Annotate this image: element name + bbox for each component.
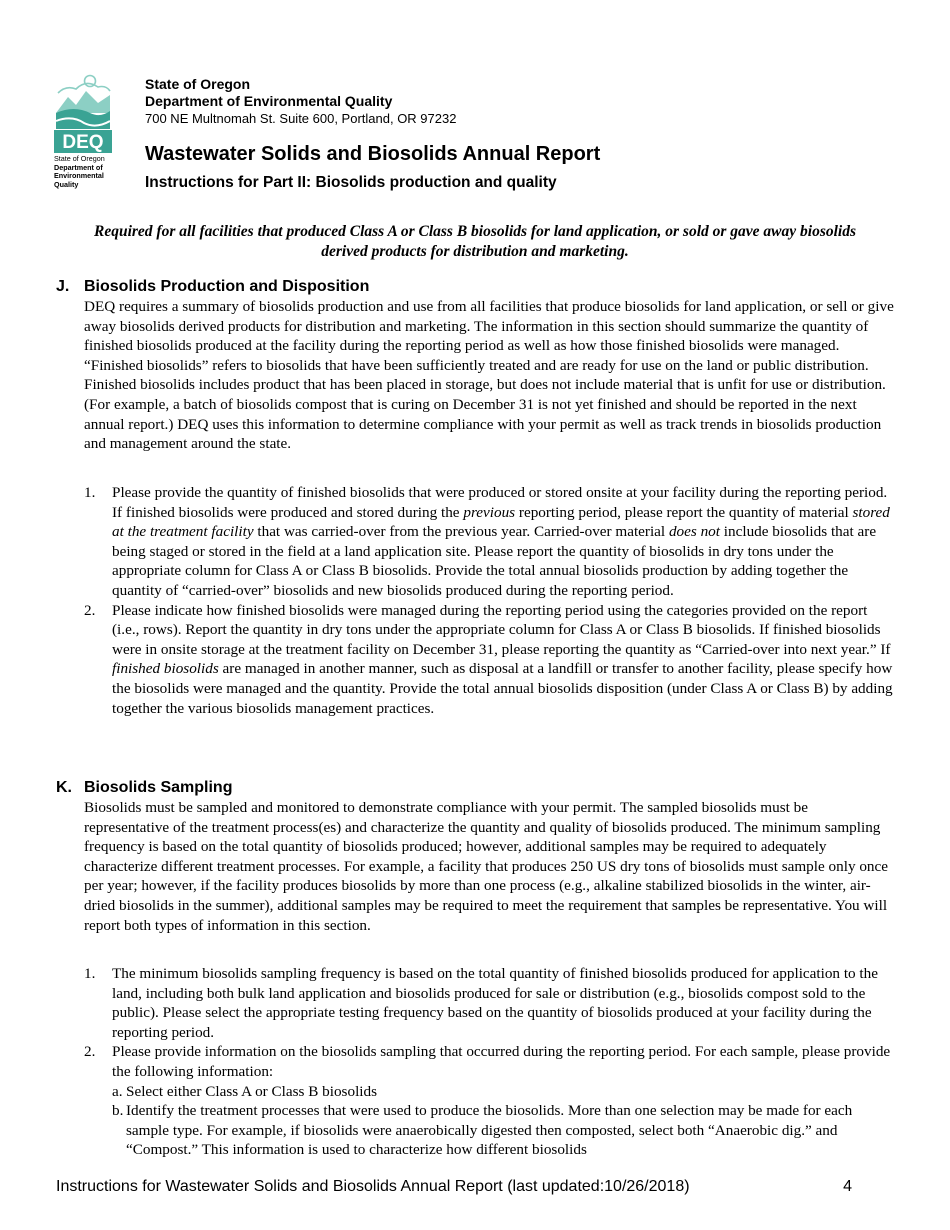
list-item-number: 2.: [84, 601, 96, 619]
page-number: 4: [843, 1178, 852, 1195]
sub-item-letter: b.: [112, 1102, 124, 1120]
section-j-list: [84, 483, 896, 718]
logo-line2: Department of: [54, 162, 103, 172]
list-item: [84, 964, 896, 1042]
list-item-number: 2.: [84, 1043, 96, 1061]
sub-item-letter: a.: [112, 1082, 123, 1100]
item-text: include biosolids that are being staged or stored in the field at a land application site. Please report the quantity of biosolids in dry tons under the appropriate column for Class A or Class B biosolids. Provide the total annual biosolids production by adding together the quantity of “carried-over” biosolids and new biosolids produced during the reporting period.: [112, 523, 877, 599]
deq-badge-text: DEQ: [62, 132, 104, 153]
section-j-letter: J.: [56, 278, 70, 295]
list-item: [84, 483, 896, 601]
document-header: [145, 76, 600, 192]
item-emphasis: does not: [668, 523, 720, 541]
required-note: Required for all facilities that produced Class A or Class B biosolids for land application, or sold or gave away biosolids derived products for distribution and marketing.: [93, 223, 856, 260]
org-state: State of Oregon: [145, 76, 251, 92]
deq-logo-graphic: [54, 73, 112, 153]
item-text: reporting period, please report the quantity of material: [515, 503, 853, 521]
cloud-line: [58, 83, 110, 93]
document-title: Wastewater Solids and Biosolids Annual Report: [145, 143, 601, 165]
item-text: that was carried-over from the previous year. Carried-over material: [253, 523, 669, 541]
logo-line3: Environmental: [54, 171, 104, 180]
mountain-icon: [56, 91, 110, 113]
section-k-letter: K.: [56, 779, 72, 796]
item-text: Please provide information on the biosolids sampling that occurred during the reporting period. For each sample, please provide the following information:: [112, 1043, 891, 1080]
item-text: The minimum biosolids sampling frequency is based on the total quantity of finished biosolids produced for application to the land, including both bulk land application and biosolids produced for sale or distribution (e.g., biosolids compost sold to the public). Please select the appropriate testing frequency based on the quantity of biosolids produced at your facility during the reporting period.: [112, 965, 878, 1041]
section-j-intro: DEQ requires a summary of biosolids production and use from all facilities that produce biosolids for land application, or sell or give away biosolids derived products for distribution and marketing. The information in this section should summarize the quantity of finished biosolids produced at the facility during the reporting period as well as how those finished biosolids were managed. “Finished biosolids” refers to biosolids that have been sufficiently treated and are ready for use on the land or public distribution. Finished biosolids includes product that has been placed in storage, but does not include material that is unfit for use or distribution. (For example, a batch of biosolids compost that is curing on December 31 is not yet finished and should be reported in the next annual report.) DEQ uses this information to determine compliance with your permit as well as track trends in biosolids production and management around the state.: [84, 298, 894, 453]
sub-item-text: Identify the treatment processes that were used to produce the biosolids. More than one selection may be made for each sample type. For example, if biosolids were anaerobically digested then composted, select both “Anaerobic dig.” and “Compost.” This information is used to characterize how different biosolids: [126, 1102, 853, 1159]
sub-list-item: [84, 1082, 896, 1102]
section-j-heading: [56, 277, 369, 296]
item-text: Please provide the quantity of finished biosolids that were produced or stored onsite at your facility during the reporting period. If finished biosolids were produced and stored during the: [112, 484, 888, 521]
section-k-list: [84, 964, 896, 1160]
section-k-intro: Biosolids must be sampled and monitored to demonstrate compliance with your permit. The sampled biosolids must be representative of the treatment process(es) and characterize the quantity and quality of biosolids produced. The minimum sampling frequency is based on the total quantity of biosolids produced; however, additional samples may be required to adequately characterize different treatment processes. For example, a facility that produces 250 US dry tons of biosolids must sample only once per year; however, if the facility produces biosolids by more than one process (e.g., alkaline stabilized biosolids in the winter, air-dried biosolids in the summer), additional samples may be required to meet the requirement that samples be representative. You will report both types of information in this section.: [84, 799, 889, 934]
deq-logo: [54, 73, 116, 189]
logo-line1: State of Oregon: [54, 154, 105, 163]
logo-caption: [54, 155, 116, 189]
list-item: [84, 1042, 896, 1160]
footer-text: Instructions for Wastewater Solids and Biosolids Annual Report (last updated:10/26/2018): [56, 1178, 690, 1195]
item-text: are managed in another manner, such as disposal at a landfill or transfer to another facility, please specify how the biosolids were managed and the quantity. Provide the total annual biosolids disposition (under Class A or Class B) by adding together the various biosolids management practices.: [112, 660, 893, 717]
section-k-heading: [56, 778, 232, 797]
list-item: [84, 601, 896, 719]
item-emphasis: finished biosolids: [112, 660, 219, 678]
sub-list-item: [84, 1101, 896, 1160]
document-subtitle: Instructions for Part II: Biosolids production and quality: [145, 174, 557, 191]
sub-list: [84, 1082, 896, 1160]
section-j-title: Biosolids Production and Disposition: [84, 278, 370, 295]
list-item-number: 1.: [84, 484, 96, 501]
list-item-number: 1.: [84, 965, 96, 982]
item-text: Please indicate how finished biosolids were managed during the reporting period using the categories provided on the report (i.e., rows). Report the quantity in dry tons under the appropriate column for Class A or Class B biosolids. If finished biosolids were in onsite storage at the treatment facility on December 31, please reporting the quantity as “Carried-over into next year.” If: [112, 601, 891, 658]
page-footer: [56, 1177, 852, 1197]
item-emphasis: previous: [463, 503, 516, 521]
org-department: Department of Environmental Quality: [145, 93, 393, 109]
sub-item-text: Select either Class A or Class B biosolids: [126, 1082, 378, 1100]
logo-line4: Quality: [54, 179, 79, 189]
item-emphasis: stored at the treatment facility: [112, 503, 890, 541]
org-address: 700 NE Multnomah St. Suite 600, Portland, OR 97232: [145, 111, 457, 126]
section-k-title: Biosolids Sampling: [84, 779, 233, 796]
